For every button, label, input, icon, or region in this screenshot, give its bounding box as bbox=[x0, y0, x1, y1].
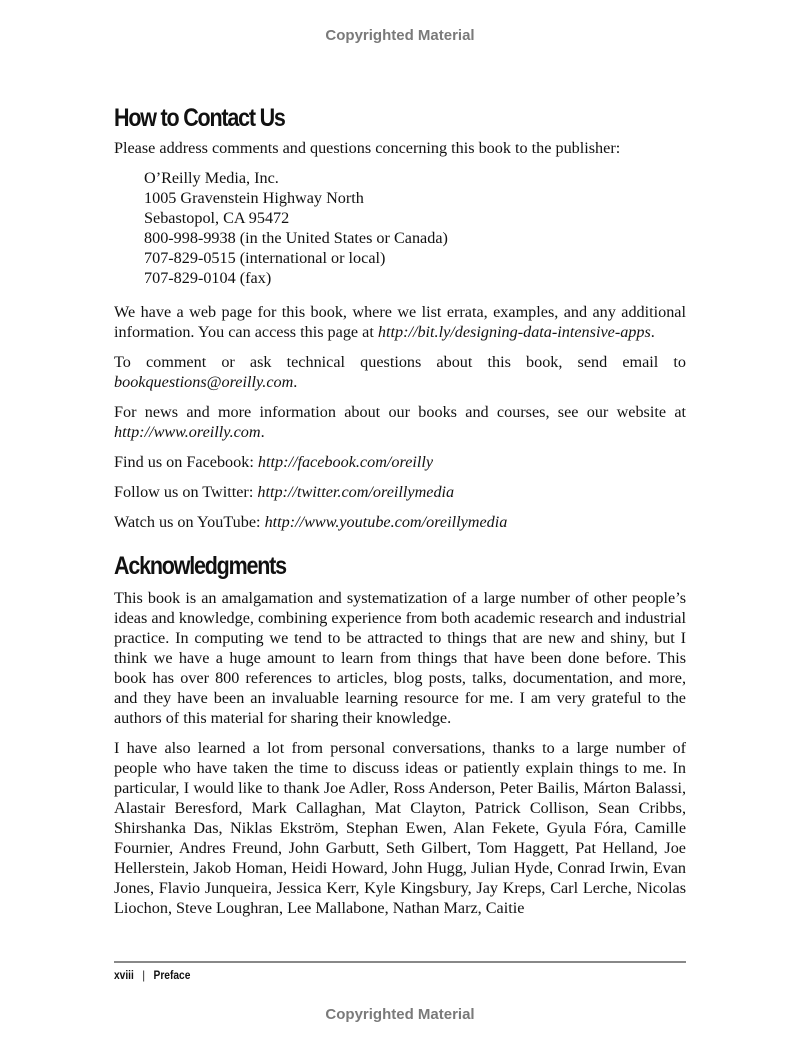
section-name: Preface bbox=[153, 968, 191, 982]
fax-line: 707-829-0104 (fax) bbox=[144, 269, 272, 287]
copyright-watermark-bottom: Copyrighted Material bbox=[325, 1006, 475, 1023]
email-link[interactable]: bookquestions@oreilly.com bbox=[114, 373, 294, 391]
facebook-label: Find us on Facebook: bbox=[114, 453, 258, 471]
page-content bbox=[114, 98, 686, 928]
copyright-watermark-top: Copyrighted Material bbox=[325, 27, 475, 44]
youtube-label: Watch us on YouTube: bbox=[114, 513, 265, 531]
acknowledgments-paragraph-1: This book is an amalgamation and systematization of a large number of other people’s ideas and knowledge, combining experience from both academic research and industrial practice. In computing we tend to be attracted to things that are new and shiny, but I think we have a huge amount to learn from things that have been done before. This book has over 800 references to articles, blog posts, talks, documentation, and more, and they have been an invaluable learning resource for me. I am very grateful to the authors of this material for sharing their knowledge. bbox=[114, 589, 686, 727]
acknowledgments-paragraph-2: I have also learned a lot from personal conversations, thanks to a large number of people who have taken the time to discuss ideas or patiently explain things to me. In particular, I would like to thank Joe Adler, Ross Anderson, Peter Bailis, Márton Balassi, Alastair Beresford, Mark Callaghan, Mat Clayton, Patrick Collison, Sean Cribbs, Shirshanka Das, Niklas Ekström, Stephan Ewen, Alan Fekete, Gyula Fóra, Camille Fournier, Andres Freund, John Garbutt, Seth Gilbert, Tom Haggett, Pat Helland, Joe Hellerstein, Jakob Homan, Heidi Howard, John Hugg, Julian Hyde, Conrad Irwin, Evan Jones, Flavio Junqueira, Jessica Kerr, Kyle Kingsbury, Jay Kreps, Carl Lerche, Nicolas Liochon, Steve Loughran, Lee Mallabone, Nathan Marz, Caitie bbox=[114, 739, 686, 917]
news-text: For news and more information about our books and courses, see our website at bbox=[114, 403, 686, 421]
website-link[interactable]: http://www.oreilly.com bbox=[114, 423, 261, 441]
youtube-link[interactable]: http://www.youtube.com/oreillymedia bbox=[264, 513, 508, 531]
acknowledgments-heading: Acknowledgments bbox=[114, 552, 286, 580]
page-footer bbox=[114, 968, 190, 982]
facebook-paragraph bbox=[114, 452, 686, 472]
webpage-paragraph: We have a web page for this book, where we list errata, examples, and any additional information. You can access this page at http://bit.ly/designing-data-intensive-apps. bbox=[114, 303, 686, 341]
address-line: 1005 Gravenstein Highway North bbox=[144, 189, 364, 207]
contact-heading: How to Contact Us bbox=[114, 104, 285, 132]
phone-line: 707-829-0515 (international or local) bbox=[144, 249, 386, 267]
twitter-label: Follow us on Twitter: bbox=[114, 483, 258, 501]
youtube-paragraph bbox=[114, 512, 686, 532]
twitter-paragraph bbox=[114, 482, 686, 502]
page-number: xviii bbox=[114, 968, 134, 982]
phone-line: 800-998-9938 (in the United States or Canada) bbox=[144, 229, 448, 247]
footer-separator: | bbox=[142, 968, 146, 982]
webpage-text: We have a web page for this book, where we list errata, examples, and any additional information. You can access this page at bbox=[114, 303, 686, 341]
twitter-link[interactable]: http://twitter.com/oreillymedia bbox=[257, 483, 455, 501]
address-line: Sebastopol, CA 95472 bbox=[144, 209, 290, 227]
errata-link[interactable]: http://bit.ly/designing-data-intensive-apps bbox=[377, 323, 651, 341]
facebook-link[interactable]: http://facebook.com/oreilly bbox=[257, 453, 434, 471]
email-paragraph: To comment or ask technical questions about this book, send email to bookquestions@oreilly.com. bbox=[114, 353, 686, 391]
footer-divider bbox=[114, 961, 686, 963]
contact-intro: Please address comments and questions concerning this book to the publisher: bbox=[114, 139, 621, 157]
email-text: To comment or ask technical questions about this book, send email to bbox=[114, 353, 686, 371]
address-line: O’Reilly Media, Inc. bbox=[144, 169, 279, 187]
news-paragraph: For news and more information about our books and courses, see our website at http://www.oreilly.com. bbox=[114, 403, 686, 441]
publisher-address bbox=[144, 168, 686, 288]
